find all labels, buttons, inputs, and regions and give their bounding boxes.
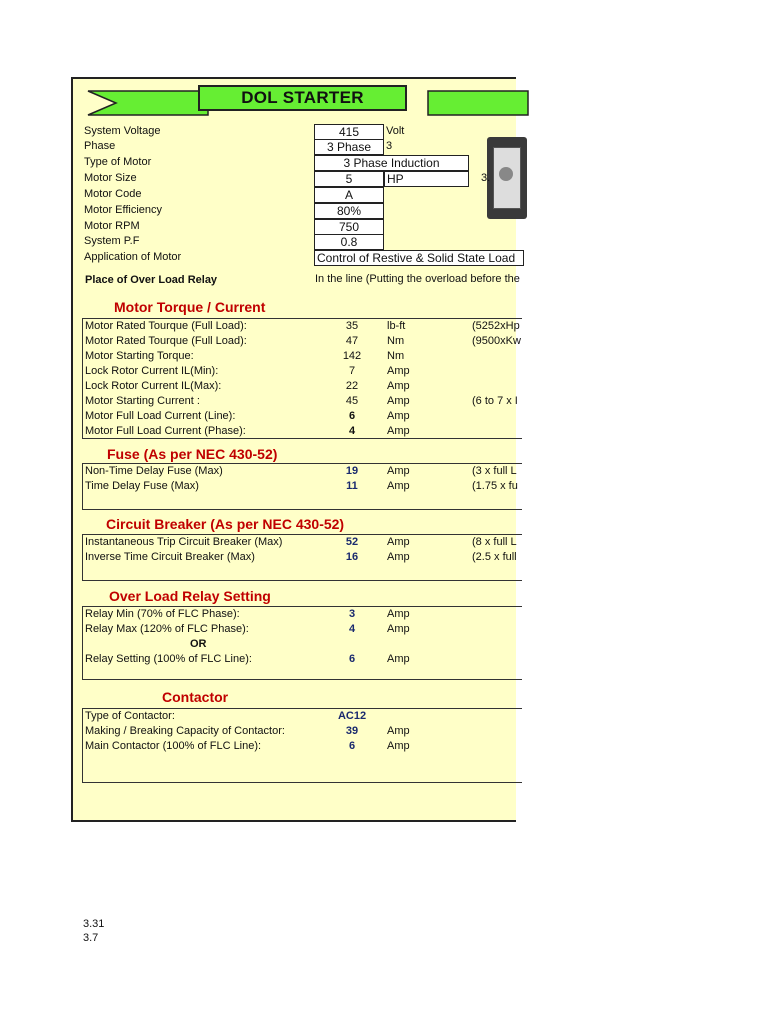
spec-value-field[interactable]: 3 Phase Induction <box>314 155 469 171</box>
row-unit: Amp <box>387 725 410 737</box>
row-unit: Amp <box>387 536 410 548</box>
section-panel <box>82 463 522 510</box>
data-row <box>85 709 525 724</box>
data-row <box>85 364 525 379</box>
spec-value-field[interactable]: 415 <box>314 124 384 140</box>
row-value: 52 <box>345 536 359 548</box>
row-note: (8 x full L <box>472 536 517 548</box>
row-value: 39 <box>345 725 359 737</box>
data-row <box>85 409 525 424</box>
spec-label: Application of Motor <box>84 251 182 263</box>
section-panel <box>82 606 522 680</box>
spec-unit-field[interactable]: HP <box>384 171 469 187</box>
footer-value-1: 3.31 <box>83 918 105 930</box>
data-row <box>85 464 525 479</box>
row-unit: Amp <box>387 425 410 437</box>
row-unit: Amp <box>387 380 410 392</box>
spec-value-field[interactable]: 80% <box>314 203 384 219</box>
image-caption: 3. <box>481 172 491 184</box>
row-unit: Amp <box>387 395 410 407</box>
data-row <box>85 652 525 667</box>
row-note: (6 to 7 x I <box>472 395 518 407</box>
row-label: Motor Full Load Current (Phase): <box>85 425 246 437</box>
row-unit: Amp <box>387 480 410 492</box>
row-value: AC12 <box>337 710 367 722</box>
section-title: Motor Torque / Current <box>114 299 266 315</box>
overload-label: Place of Over Load Relay <box>85 274 218 286</box>
row-unit: Amp <box>387 653 410 665</box>
row-value: 7 <box>348 365 356 377</box>
row-label: Motor Rated Tourque (Full Load): <box>85 335 247 347</box>
row-note: (3 x full L <box>472 465 517 477</box>
row-value: 6 <box>348 740 356 752</box>
row-unit: Amp <box>387 551 410 563</box>
row-value: 16 <box>345 551 359 563</box>
data-row <box>85 724 525 739</box>
row-label: Motor Starting Current : <box>85 395 200 407</box>
spec-unit: Volt <box>386 125 405 137</box>
row-unit: Nm <box>387 335 405 347</box>
row-label: Main Contactor (100% of FLC Line): <box>85 740 262 752</box>
row-unit: Amp <box>387 608 410 620</box>
row-value: 6 <box>348 410 356 422</box>
spec-value-field[interactable]: Control of Restive & Solid State Load <box>314 250 524 266</box>
spec-label: Motor RPM <box>84 220 140 232</box>
starter-product-image <box>487 137 527 219</box>
spec-label: System Voltage <box>84 125 161 137</box>
row-label: OR <box>190 638 207 650</box>
row-value: 11 <box>346 480 358 492</box>
row-unit: Amp <box>387 410 410 422</box>
row-value: 19 <box>345 465 359 477</box>
spec-label: Phase <box>84 140 116 152</box>
spec-label: Motor Efficiency <box>84 204 163 216</box>
spec-value-field[interactable]: 750 <box>314 219 384 235</box>
spec-label: Motor Size <box>84 172 137 184</box>
row-unit: Amp <box>387 465 410 477</box>
row-label: Relay Setting (100% of FLC Line): <box>85 653 252 665</box>
row-value: 3 <box>348 608 356 620</box>
section-title: Contactor <box>162 689 229 705</box>
row-unit: lb-ft <box>387 320 406 332</box>
section-title: Over Load Relay Setting <box>109 588 271 604</box>
row-value: 22 <box>345 380 359 392</box>
row-label: Instantaneous Trip Circuit Breaker (Max) <box>85 536 283 548</box>
page-title: DOL STARTER <box>198 85 407 111</box>
row-label: Inverse Time Circuit Breaker (Max) <box>85 551 255 563</box>
data-row <box>85 349 525 364</box>
row-note: (5252xHp <box>472 320 520 332</box>
data-row <box>85 550 525 565</box>
row-label: Lock Rotor Current IL(Max): <box>85 380 222 392</box>
row-label: Motor Starting Torque: <box>85 350 194 362</box>
spec-label: Motor Code <box>84 188 142 200</box>
data-row <box>85 424 525 439</box>
row-label: Motor Full Load Current (Line): <box>85 410 236 422</box>
row-unit: Amp <box>387 365 410 377</box>
section-panel <box>82 318 522 439</box>
data-row <box>85 607 525 622</box>
row-label: Type of Contactor: <box>85 710 175 722</box>
row-label: Relay Max (120% of FLC Phase): <box>85 623 249 635</box>
section-panel <box>82 708 522 783</box>
row-unit: Nm <box>387 350 405 362</box>
data-row <box>85 637 525 652</box>
spec-unit: 3 <box>386 140 393 152</box>
section-title: Fuse (As per NEC 430-52) <box>107 446 278 462</box>
footer-value-2: 3.7 <box>83 932 99 944</box>
row-label: Lock Rotor Current IL(Min): <box>85 365 219 377</box>
row-label: Non-Time Delay Fuse (Max) <box>85 465 223 477</box>
overload-value: In the line (Putting the overload before the <box>315 273 520 285</box>
row-label: Relay Min (70% of FLC Phase): <box>85 608 240 620</box>
row-value: 47 <box>345 335 359 347</box>
row-label: Time Delay Fuse (Max) <box>85 480 199 492</box>
row-unit: Amp <box>387 740 410 752</box>
section-title: Circuit Breaker (As per NEC 430-52) <box>106 516 345 532</box>
row-note: (2.5 x full <box>472 551 517 563</box>
spec-value-field[interactable]: 0.8 <box>314 234 384 250</box>
row-value: 35 <box>345 320 359 332</box>
data-row <box>85 379 525 394</box>
data-row <box>85 622 525 637</box>
row-value: 6 <box>348 653 356 665</box>
row-value: 45 <box>345 395 359 407</box>
data-row <box>85 479 525 494</box>
spec-label: Type of Motor <box>84 156 152 168</box>
row-value: 4 <box>348 425 356 437</box>
row-unit: Amp <box>387 623 410 635</box>
row-note: (1.75 x fu <box>472 480 518 492</box>
dol-starter-sheet <box>71 77 521 822</box>
spec-label: System P.F <box>84 235 140 247</box>
row-note: (9500xKw <box>472 335 521 347</box>
data-row <box>85 535 525 550</box>
spec-value-field[interactable]: 5 <box>314 171 384 187</box>
spec-value-field[interactable]: A <box>314 187 384 203</box>
data-row <box>85 319 525 334</box>
row-label: Making / Breaking Capacity of Contactor: <box>85 725 285 737</box>
data-row <box>85 394 525 409</box>
row-value: 4 <box>348 623 356 635</box>
row-label: Motor Rated Tourque (Full Load): <box>85 320 247 332</box>
row-value: 142 <box>342 350 362 362</box>
data-row <box>85 739 525 754</box>
section-panel <box>82 534 522 581</box>
spec-value-field[interactable]: 3 Phase <box>314 139 384 155</box>
data-row <box>85 334 525 349</box>
